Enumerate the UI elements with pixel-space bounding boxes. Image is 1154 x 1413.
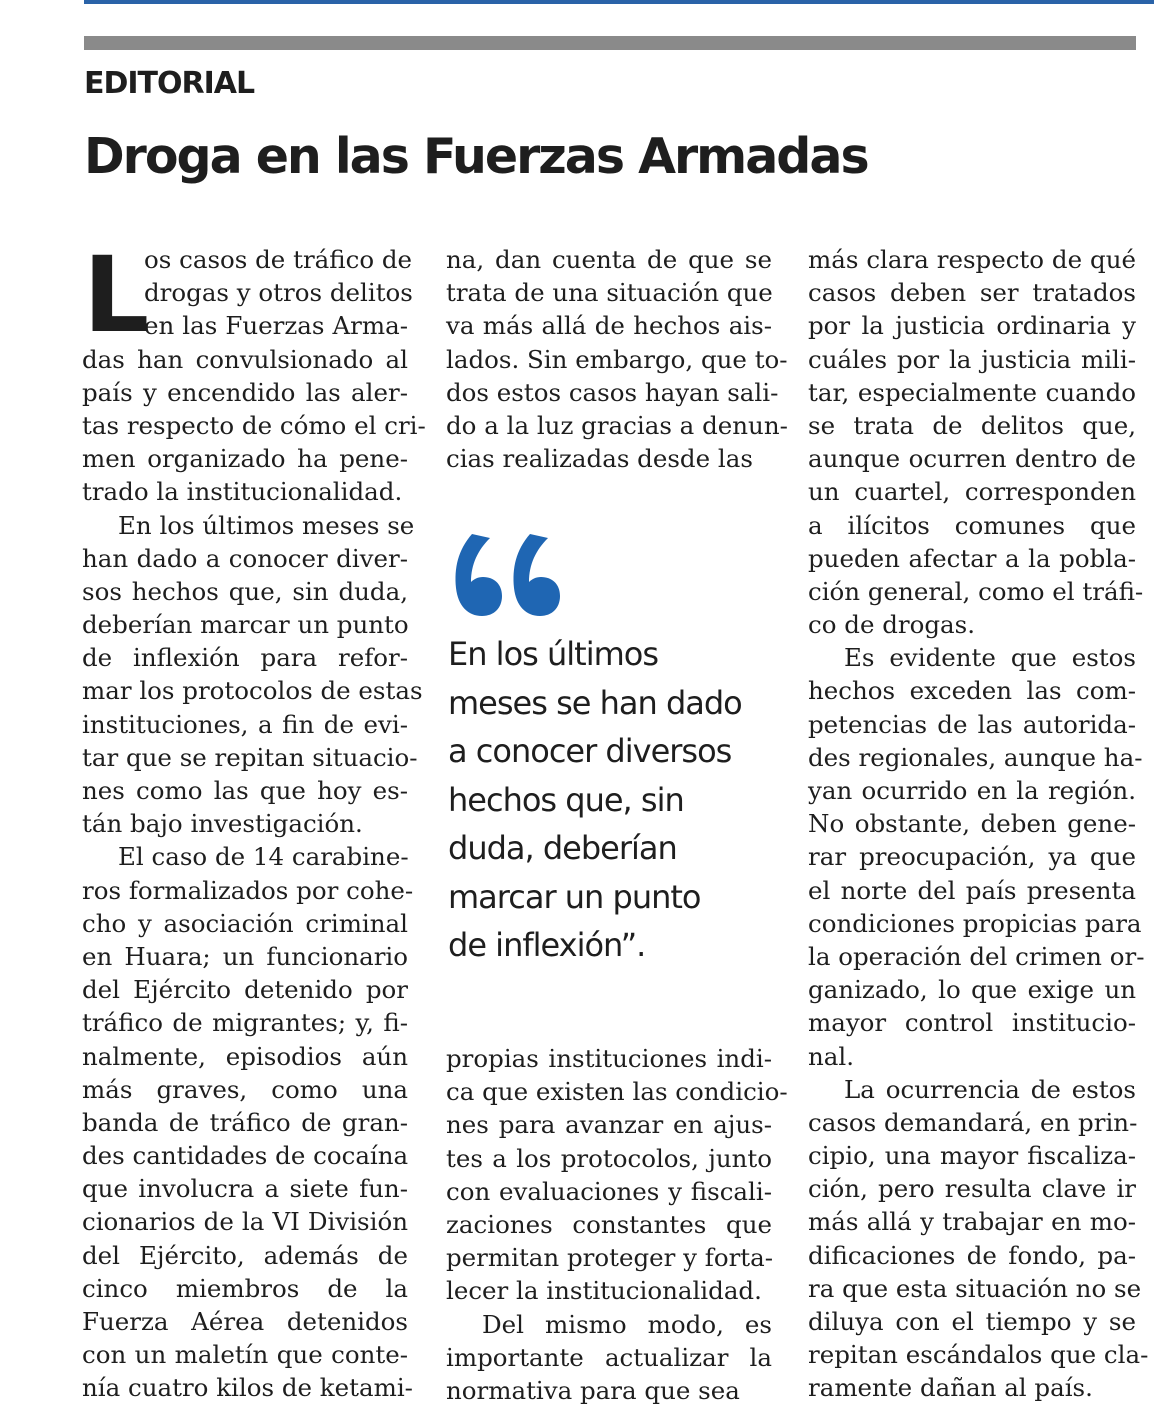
- text-line: yan ocurrido en la región.: [808, 776, 1136, 805]
- text-line: cionarios de la VI División: [82, 1207, 408, 1237]
- text-line: nes para avanzar en ajus-: [446, 1110, 772, 1140]
- text-line: banda de tráfico de gran-: [82, 1107, 408, 1137]
- text-line: nes como las que hoy es-: [82, 776, 408, 805]
- article-column-3: [808, 243, 1149, 1405]
- text-line: dos estos casos hayan sali-: [446, 377, 779, 407]
- text-line: des regionales, aunque ha-: [808, 742, 1143, 772]
- text-line: dificaciones de fondo, pa-: [808, 1240, 1136, 1270]
- text-line: mar los protocolos de estas: [82, 676, 423, 706]
- text-line: ca que existen las condicio-: [446, 1077, 788, 1107]
- text-line: drogas y otros delitos: [144, 278, 413, 308]
- text-line: En los últimos meses se: [118, 510, 415, 540]
- text-line: Del mismo modo, es: [482, 1309, 772, 1339]
- text-line: na, dan cuenta de que se: [446, 245, 772, 274]
- text-line: sos hechos que, sin duda,: [82, 576, 408, 606]
- text-line: Fuerza Aérea detenidos: [82, 1307, 408, 1336]
- text-line: cuáles por la justicia mili-: [808, 344, 1136, 374]
- text-line: tráfico de migrantes; y, fi-: [82, 1008, 408, 1038]
- text-line: han dado a conocer diver-: [82, 543, 408, 573]
- text-line: casos demandará, en prin-: [808, 1107, 1138, 1137]
- pull-quote: [448, 630, 778, 970]
- text-line: cinco miembros de la: [82, 1273, 408, 1303]
- text-line: La ocurrencia de estos: [844, 1074, 1136, 1104]
- text-line: ción general, como el tráfi-: [808, 576, 1144, 606]
- text-line: trata de una situación que: [446, 278, 773, 308]
- pull-quote-line: meses se han dado: [448, 683, 742, 722]
- text-line: cias realizadas desde las: [446, 444, 753, 474]
- text-line: más clara respecto de qué: [808, 245, 1136, 274]
- text-line: diluya con el tiempo y se: [808, 1307, 1136, 1336]
- text-line: ganizado, lo que exige un: [808, 975, 1136, 1005]
- text-line: tar que se repitan situacio-: [82, 742, 418, 772]
- article-column-1: [82, 243, 426, 1405]
- text-line: permitan proteger y forta-: [446, 1243, 774, 1273]
- text-line: que involucra a siete fun-: [82, 1174, 408, 1204]
- text-line: cho y asociación criminal: [82, 908, 408, 938]
- text-line: en Huara; un funcionario: [82, 941, 408, 971]
- pull-quote-line: En los últimos: [448, 635, 659, 673]
- text-line: des cantidades de cocaína: [82, 1141, 409, 1171]
- text-line: un cuartel, corresponden: [808, 477, 1136, 507]
- text-line: aunque ocurren dentro de: [808, 444, 1136, 474]
- pull-quote-line: duda, deberían: [448, 829, 677, 867]
- quote-mark-icon: [452, 528, 572, 620]
- text-line: tar, especialmente cuando: [808, 377, 1136, 407]
- text-line: El caso de 14 carabine-: [118, 842, 409, 872]
- text-line: tas respecto de cómo el cri-: [82, 410, 426, 440]
- text-line: hechos exceden las com-: [808, 676, 1136, 706]
- text-line: el norte del país presenta: [808, 875, 1136, 905]
- text-line: de inflexión para refor-: [82, 643, 408, 673]
- text-line: propias instituciones indi-: [446, 1044, 772, 1073]
- text-line: lecer la institucionalidad.: [446, 1276, 762, 1306]
- text-line: va más allá de hechos ais-: [446, 311, 772, 341]
- text-line: do a la luz gracias a denun-: [446, 410, 788, 440]
- text-line: lados. Sin embargo, que to-: [446, 344, 788, 374]
- text-line: rar preocupación, ya que: [808, 842, 1136, 872]
- pull-quote-line: hechos que, sin: [448, 780, 684, 819]
- text-line: ra que esta situación no se: [808, 1273, 1142, 1303]
- text-line: ros formalizados por cohe-: [82, 875, 414, 905]
- text-line: No obstante, deben gene-: [808, 809, 1136, 839]
- text-line: Es evidente que estos: [844, 643, 1136, 673]
- text-line: condiciones propicias para: [808, 908, 1142, 938]
- text-line: con evaluaciones y fiscali-: [446, 1176, 772, 1206]
- text-line: tes a los protocolos, junto: [446, 1143, 772, 1173]
- text-line: país y encendido las aler-: [82, 377, 408, 407]
- text-line: petencias de las autorida-: [808, 709, 1136, 739]
- text-line: ción, pero resulta clave ir: [808, 1174, 1136, 1204]
- headline: Droga en las Fuerzas Armadas: [84, 128, 868, 185]
- text-line: se trata de delitos que,: [808, 410, 1136, 440]
- article-column-2-bottom: [446, 1042, 788, 1407]
- text-line: co de drogas.: [808, 610, 976, 640]
- text-line: del Ejército, además de: [82, 1240, 408, 1270]
- text-line: nalmente, episodios aún: [82, 1041, 408, 1071]
- text-line: por la justicia ordinaria y: [808, 311, 1136, 341]
- pull-quote-line: a conocer diversos: [448, 732, 732, 770]
- text-line: das han convulsionado al: [82, 344, 408, 374]
- text-line: casos deben ser tratados: [808, 278, 1136, 308]
- text-line: repitan escándalos que cla-: [808, 1340, 1149, 1370]
- pull-quote-line: de inflexión”.: [448, 926, 646, 964]
- text-line: del Ejército detenido por: [82, 975, 408, 1005]
- text-line: nal.: [808, 1041, 855, 1071]
- section-bar: [84, 36, 1136, 50]
- text-line: tán bajo investigación.: [82, 809, 363, 839]
- text-line: os casos de tráfico de: [144, 245, 413, 274]
- top-rule: [84, 0, 1154, 4]
- text-line: trado la institucionalidad.: [82, 477, 403, 507]
- text-line: a ilícitos comunes que: [808, 510, 1136, 540]
- text-line: cipio, una mayor fiscaliza-: [808, 1141, 1136, 1171]
- text-line: más allá y trabajar en mo-: [808, 1207, 1136, 1237]
- text-line: normativa para que sea: [446, 1375, 740, 1405]
- text-line: con un maletín que conte-: [82, 1340, 408, 1370]
- svg-text:L: L: [83, 234, 150, 356]
- text-line: deberían marcar un punto: [82, 610, 409, 640]
- text-line: más graves, como una: [82, 1074, 408, 1104]
- text-line: men organizado ha pene-: [82, 444, 408, 474]
- section-label: EDITORIAL: [84, 66, 255, 101]
- text-line: nía cuatro kilos de ketami-: [82, 1373, 413, 1403]
- text-line: la operación del crimen or-: [808, 941, 1145, 971]
- text-line: en las Fuerzas Arma-: [144, 311, 408, 341]
- article-column-2-top: [446, 243, 788, 475]
- text-line: instituciones, a fin de evi-: [82, 709, 408, 739]
- pull-quote-line: marcar un punto: [448, 877, 701, 916]
- text-line: importante actualizar la: [446, 1342, 772, 1372]
- text-line: pueden afectar a la pobla-: [808, 543, 1136, 573]
- text-line: zaciones constantes que: [446, 1209, 772, 1239]
- text-line: ramente dañan al país.: [808, 1373, 1093, 1403]
- text-line: mayor control institucio-: [808, 1008, 1136, 1038]
